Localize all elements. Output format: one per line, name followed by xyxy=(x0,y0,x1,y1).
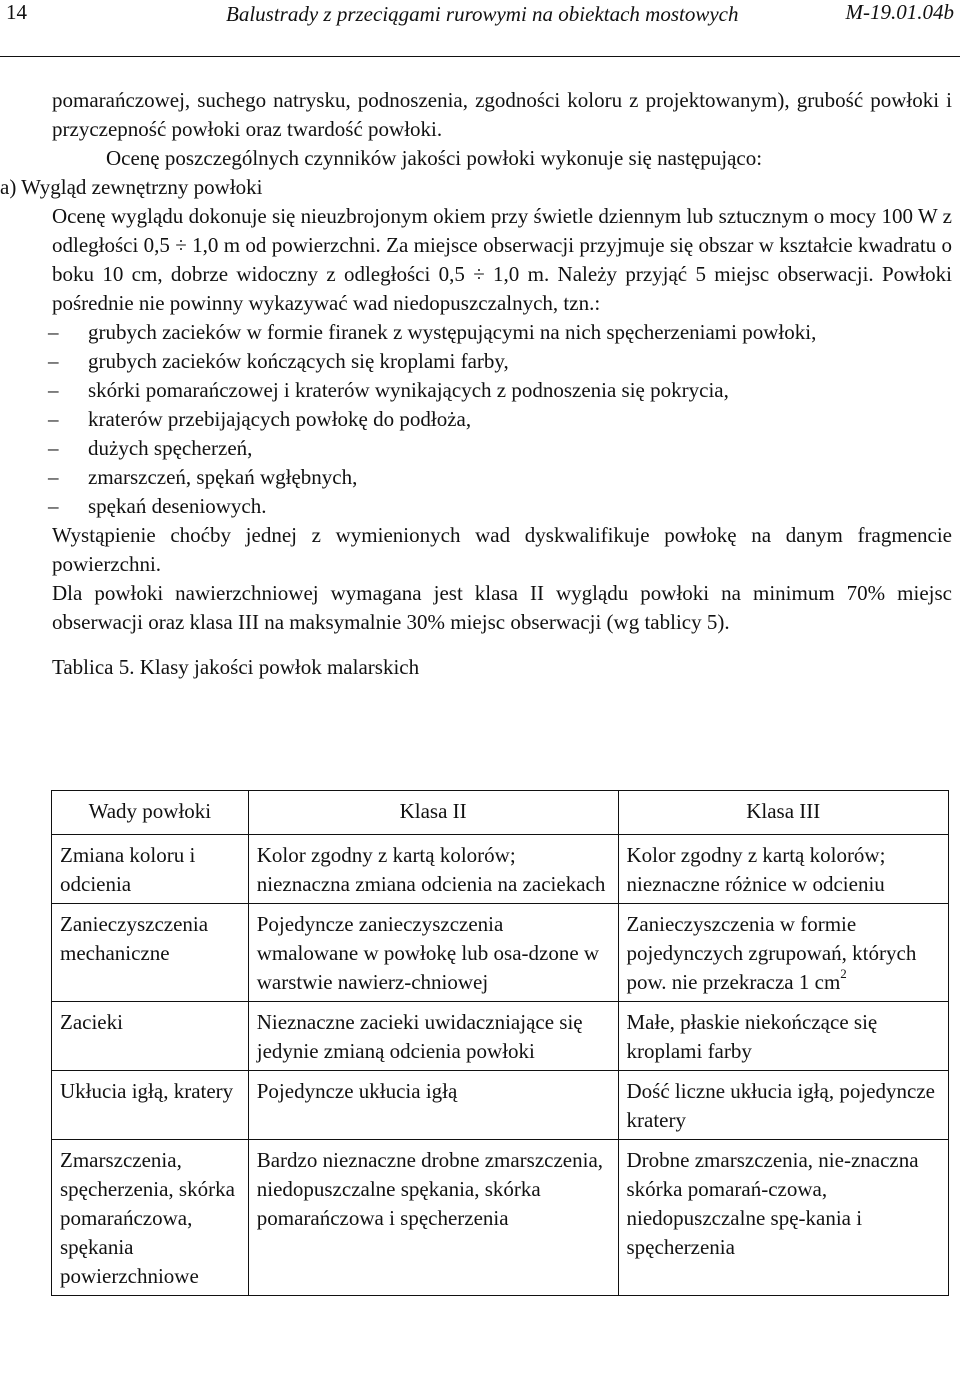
table-cell xyxy=(618,904,949,1002)
superscript: 2 xyxy=(840,966,847,981)
table-cell: Zmarszczenia, spęcherzenia, skórka pomarańczowa, spękania powierzchniowe xyxy=(52,1140,249,1296)
table-cell: Ukłucia igłą, kratery xyxy=(52,1071,249,1140)
table-cell: Pojedyncze zanieczyszczenia wmalowane w powłokę lub osa-dzone w warstwie nawierz-chniowej xyxy=(248,904,618,1002)
column-header-defects: Wady powłoki xyxy=(52,791,249,835)
table-header-row xyxy=(52,791,949,835)
list-item xyxy=(48,434,952,463)
paragraph-1: pomarańczowej, suchego natrysku, podnoszenia, zgodności koloru z projektowanym), grubość powłoki i przyczepność powłoki oraz twardość powłoki. xyxy=(52,88,952,141)
paragraph-3: Ocenę wyglądu dokonuje się nieuzbrojonym okiem przy świetle dziennym lub sztucznym o mocy 100 W z odległości 0,5 ÷ 1,0 m od powierzchni. Za miejsce obserwacji przyjmuje się obszar w kształcie kwadratu o boku 10 cm, dobrze widoczny z odległości 0,5 ÷ 1,0 m. Należy przyjąć 5 miejsc obserwacji. Powłoki pośrednie nie powinny wykazywać wad niedopuszczalnych, tzn.: xyxy=(52,204,952,315)
dash-mark: – xyxy=(48,320,59,344)
dash-mark: – xyxy=(48,378,59,402)
dash-mark: – xyxy=(48,349,59,373)
list-item xyxy=(48,318,952,347)
table-cell: Nieznaczne zacieki uwidaczniające się jedynie zmianą odcienia powłoki xyxy=(248,1002,618,1071)
table-cell: Bardzo nieznaczne drobne zmarszczenia, niedopuszczalne spękania, skórka pomarańczowa i spęcherzenia xyxy=(248,1140,618,1296)
running-title: Balustrady z przeciągami rurowymi na obiektach mostowych xyxy=(226,2,739,26)
list-item xyxy=(48,492,952,521)
table-cell: Drobne zmarszczenia, nie-znaczna skórka pomarań-czowa, niedopuszczalne spę-kania i spęcherzenia xyxy=(618,1140,949,1296)
table-caption: Tablica 5. Klasy jakości powłok malarskich xyxy=(52,655,420,679)
paragraph-4: Wystąpienie choćby jednej z wymienionych wad dyskwalifikuje powłokę na danym fragmencie powierzchni. xyxy=(52,523,952,576)
body-text xyxy=(0,86,952,682)
list-item-text: spękań deseniowych. xyxy=(88,494,267,518)
defect-list xyxy=(48,318,952,521)
dash-mark: – xyxy=(48,494,59,518)
section-heading: a) Wygląd zewnętrzny powłoki xyxy=(0,175,263,199)
list-item xyxy=(48,376,952,405)
list-item-text: dużych spęcherzeń, xyxy=(88,436,253,460)
dash-mark: – xyxy=(48,407,59,431)
list-item-text: kraterów przebijających powłokę do podłoża, xyxy=(88,407,472,431)
table-cell: Kolor zgodny z kartą kolorów; nieznaczne różnice w odcieniu xyxy=(618,835,949,904)
table-row xyxy=(52,904,949,1002)
list-item xyxy=(48,463,952,492)
document-code: M-19.01.04b xyxy=(845,0,954,24)
quality-classes-table xyxy=(51,790,949,1296)
table-cell: Małe, płaskie niekończące się kroplami farby xyxy=(618,1002,949,1071)
table-cell: Pojedyncze ukłucia igłą xyxy=(248,1071,618,1140)
page-header xyxy=(0,0,960,58)
table-cell: Zacieki xyxy=(52,1002,249,1071)
table-cell: Zmiana koloru i odcienia xyxy=(52,835,249,904)
dash-mark: – xyxy=(48,436,59,460)
list-item xyxy=(48,347,952,376)
table-cell-text: Zanieczyszczenia w formie pojedynczych zgrupowań, których pow. nie przekracza 1 cm xyxy=(626,912,917,994)
page-number: 14 xyxy=(6,0,27,24)
list-item-text: grubych zacieków w formie firanek z występującymi na nich spęcherzeniami powłoki, xyxy=(88,320,817,344)
table-cell: Zanieczyszczenia mechaniczne xyxy=(52,904,249,1002)
list-item-text: skórki pomarańczowej i kraterów wynikających z podnoszenia się pokrycia, xyxy=(88,378,729,402)
list-item-text: grubych zacieków kończących się kroplami farby, xyxy=(88,349,509,373)
list-item-text: zmarszczeń, spękań wgłębnych, xyxy=(88,465,358,489)
paragraph-5: Dla powłoki nawierzchniowej wymagana jest klasa II wyglądu powłoki na minimum 70% miejsc obserwacji oraz klasa III na maksymalnie 30% miejsc obserwacji (wg tablicy 5). xyxy=(52,581,952,634)
table-cell: Dość liczne ukłucia igłą, pojedyncze kratery xyxy=(618,1071,949,1140)
column-header-class-3: Klasa III xyxy=(618,791,949,835)
table-row xyxy=(52,1071,949,1140)
table-cell: Kolor zgodny z kartą kolorów; nieznaczna zmiana odcienia na zaciekach xyxy=(248,835,618,904)
table-row xyxy=(52,1140,949,1296)
column-header-class-2: Klasa II xyxy=(248,791,618,835)
table-row xyxy=(52,835,949,904)
list-item xyxy=(48,405,952,434)
paragraph-2: Ocenę poszczególnych czynników jakości powłoki wykonuje się następująco: xyxy=(106,146,763,170)
table-row xyxy=(52,1002,949,1071)
dash-mark: – xyxy=(48,465,59,489)
header-rule xyxy=(0,56,960,57)
